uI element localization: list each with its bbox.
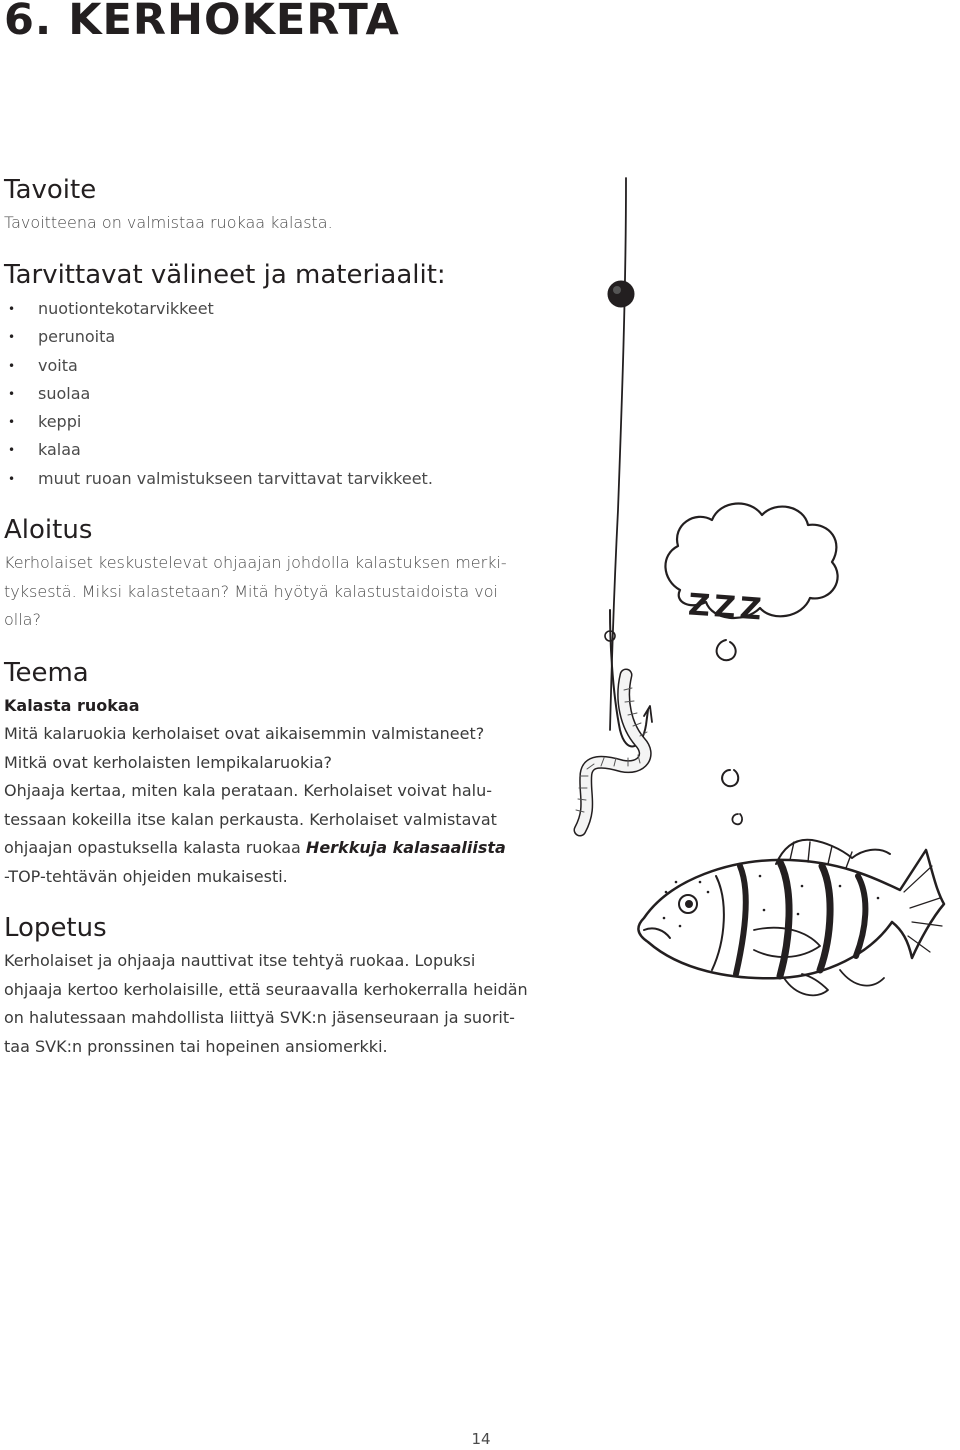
lopetus-heading: Lopetus <box>4 913 107 943</box>
teema-line: -TOP-tehtävän ohjeiden mukaisesti. <box>4 866 288 886</box>
list-item <box>4 380 433 408</box>
teema-heading: Teema <box>4 658 89 688</box>
bullet-icon: • <box>8 386 16 401</box>
lopetus-line: Kerholaiset ja ohjaaja nauttivat itse tehtyä ruokaa. Lopuksi <box>4 951 476 970</box>
list-item <box>4 436 433 464</box>
page-number: 14 <box>471 1430 491 1448</box>
bullet-icon: • <box>8 302 16 316</box>
teema-line: Mitkä ovat kerholaisten lempikalaruokia? <box>4 752 332 772</box>
teema-line: Mitä kalaruokia kerholaiset ovat aikaisemmin valmistaneet? <box>4 724 485 743</box>
bullet-icon: • <box>8 358 16 373</box>
lopetus-line: on halutessaan mahdollista liittyä SVK:n jäsenseuraan ja suorit- <box>4 1008 515 1027</box>
tavoite-text: Tavoitteena on valmistaa ruokaa kalasta. <box>4 213 333 232</box>
bullet-icon: • <box>8 471 16 486</box>
aloitus-heading: Aloitus <box>4 515 93 545</box>
aloitus-line: Kerholaiset keskustelevat ohjaajan johdolla kalastuksen merki- <box>4 553 507 572</box>
aloitus-line: tyksestä. Miksi kalastetaan? Mitä hyötyä kalastustaidoista voi <box>4 581 498 601</box>
teema-line-prefix: ohjaajan opastuksella kalasta ruokaa <box>4 838 306 857</box>
materials-list <box>4 295 433 493</box>
list-item-label: muut ruoan valmistukseen tarvittavat tarvikkeet. <box>38 468 433 488</box>
teema-subheading: Kalasta ruokaa <box>4 696 140 715</box>
fishing-line-icon <box>610 178 626 730</box>
list-item <box>4 352 433 380</box>
teema-line: tessaan kokeilla itse kalan perkausta. Kerholaiset valmistavat <box>4 809 497 829</box>
aloitus-text <box>4 549 507 635</box>
top-task-name: Herkkuja kalasaaliista <box>305 838 506 857</box>
bullet-icon: • <box>8 330 16 345</box>
chapter-title: 6. KERHOKERTA <box>4 0 400 45</box>
teema-text <box>4 720 506 891</box>
materials-heading: Tarvittavat välineet ja materiaalit: <box>4 260 446 290</box>
list-item-label: perunoita <box>38 327 116 347</box>
teema-line <box>4 834 506 863</box>
tavoite-heading: Tavoite <box>4 175 97 205</box>
list-item <box>4 465 433 493</box>
list-item-label: nuotiontekotarvikkeet <box>38 299 214 318</box>
list-item <box>4 295 433 323</box>
bullet-icon: • <box>8 415 16 430</box>
list-item-label: suolaa <box>38 383 91 403</box>
lopetus-text <box>4 947 528 1061</box>
teema-line: Ohjaaja kertaa, miten kala perataan. Kerholaiset voivat halu- <box>4 781 493 800</box>
lopetus-line: ohjaaja kertoo kerholaisille, että seuraavalla kerhokerralla heidän <box>4 979 528 999</box>
sinker-icon <box>608 281 634 307</box>
list-item-label: kalaa <box>38 440 81 460</box>
list-item-label: keppi <box>38 412 82 432</box>
list-item-label: voita <box>38 355 78 375</box>
svg-text:ZZZ: ZZZ <box>687 587 767 628</box>
fishing-illustration-icon <box>540 170 960 1030</box>
list-item <box>4 323 433 351</box>
lopetus-line: taa SVK:n pronssinen tai hopeinen ansiomerkki. <box>4 1036 388 1056</box>
list-item <box>4 408 433 436</box>
aloitus-line: olla? <box>4 610 41 629</box>
bullet-icon: • <box>8 443 16 458</box>
